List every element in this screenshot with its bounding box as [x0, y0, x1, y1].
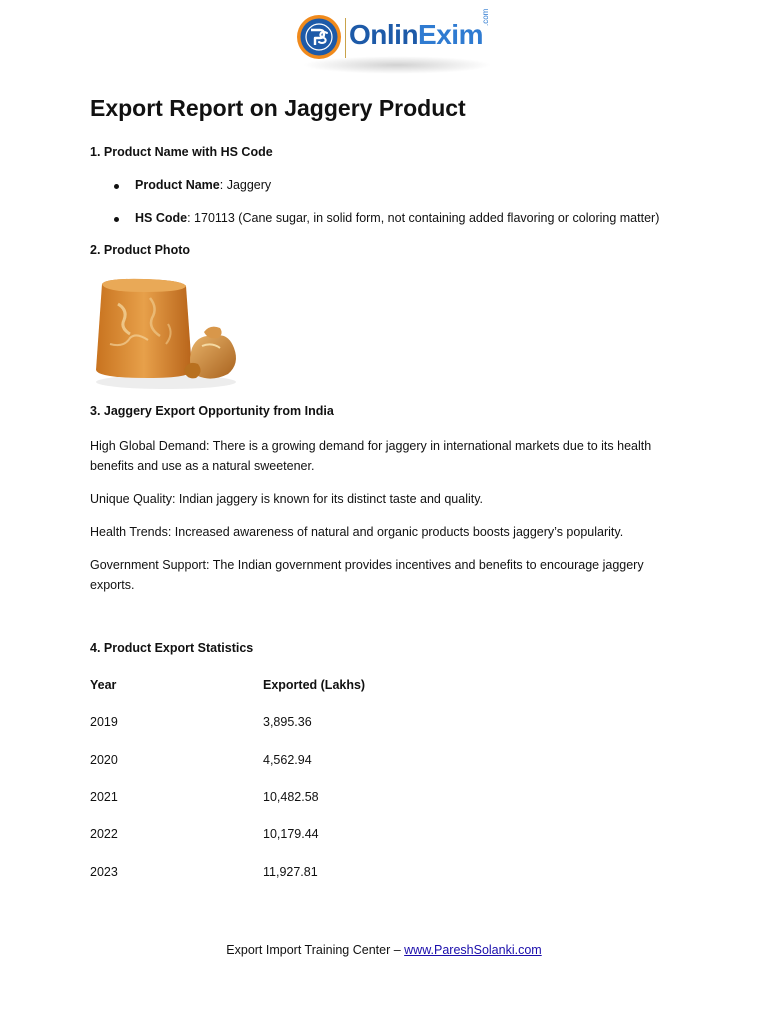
product-name-label: Product Name [135, 178, 220, 192]
logo-divider [345, 18, 346, 58]
footer-text: Export Import Training Center – [226, 943, 405, 957]
paragraph-government-support: Government Support: The Indian government provides incentives and benefits to encourage jaggery exports. [90, 558, 644, 592]
table-cell-year: 2020 [90, 753, 118, 767]
paragraph-unique-quality: Unique Quality: Indian jaggery is known for its distinct taste and quality. [90, 492, 484, 506]
bullet-dot [114, 184, 119, 189]
section1-heading: 1. Product Name with HS Code [90, 145, 273, 159]
table-cell-year: 2021 [90, 790, 118, 804]
section2-heading: 2. Product Photo [90, 243, 190, 257]
table-cell-exported: 10,482.58 [263, 790, 319, 804]
product-name-value: : Jaggery [219, 178, 272, 192]
hs-code-label: HS Code [135, 211, 188, 225]
table-header-year: Year [90, 678, 117, 692]
table-cell-exported: 11,927.81 [263, 865, 318, 879]
logo-text-part2: Exim [418, 19, 483, 50]
section4-heading: 4. Product Export Statistics [90, 641, 254, 655]
bullet-dot [114, 217, 119, 222]
logo-wordmark [349, 18, 483, 52]
section3-heading: 3. Jaggery Export Opportunity from India [90, 404, 334, 418]
table-cell-year: 2019 [90, 715, 118, 729]
jaggery-block-photo [88, 274, 248, 392]
footer-website-link[interactable]: www.PareshSolanki.com [404, 943, 542, 957]
table-cell-year: 2023 [90, 865, 118, 879]
table-cell-year: 2022 [90, 827, 118, 841]
table-cell-exported: 4,562.94 [263, 753, 312, 767]
paragraph-health-trends: Health Trends: Increased awareness of natural and organic products boosts jaggery’s popularity. [90, 525, 624, 539]
hs-code-value: : 170113 (Cane sugar, in solid form, not containing added flavoring or coloring matter) [187, 211, 660, 225]
page-title: Export Report on Jaggery Product [90, 95, 466, 121]
table-cell-exported: 3,895.36 [263, 715, 312, 729]
table-header-exported: Exported (Lakhs) [263, 678, 366, 692]
onlinexim-logo [294, 8, 494, 70]
paragraph-global-demand: High Global Demand: There is a growing demand for jaggery in international markets due to its health benefits and use as a natural sweetener. [90, 439, 652, 473]
logo-suffix: .com [481, 8, 490, 26]
footer [0, 943, 768, 957]
ps-circle-emblem-icon [296, 14, 342, 60]
logo-text-part1: Onlin [349, 19, 419, 50]
table-cell-exported: 10,179.44 [263, 827, 319, 841]
